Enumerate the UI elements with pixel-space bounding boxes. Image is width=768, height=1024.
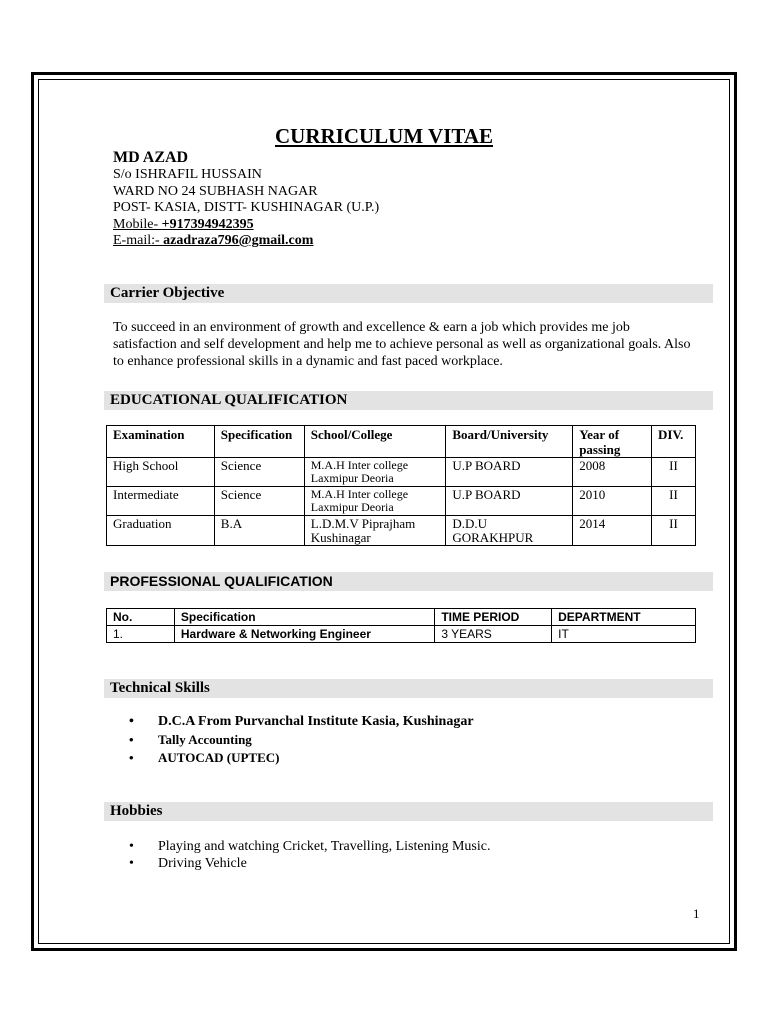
cell-examination: Intermediate xyxy=(107,487,215,516)
col-header-board: Board/University xyxy=(446,426,573,458)
objective-heading: Carrier Objective xyxy=(110,285,225,301)
hobbies-list xyxy=(129,838,490,872)
table-row xyxy=(107,458,696,487)
cell-time-period: 3 YEARS xyxy=(435,626,552,643)
col-header-no: No. xyxy=(107,609,175,626)
contact-block xyxy=(113,149,379,250)
mobile-line xyxy=(113,217,379,234)
professional-heading-bar xyxy=(104,572,713,591)
candidate-name: MD AZAD xyxy=(113,149,189,166)
cell-div: II xyxy=(652,516,696,546)
education-table xyxy=(106,425,696,546)
cell-school: L.D.M.V Piprajham Kushinagar xyxy=(304,516,446,546)
cell-specification: Science xyxy=(214,458,304,487)
cell-school: M.A.H Inter college Laxmipur Deoria xyxy=(304,458,446,487)
hobbies-heading-bar xyxy=(104,802,713,821)
skills-list xyxy=(129,713,474,767)
education-heading-bar xyxy=(104,391,713,410)
col-header-specification: Specification xyxy=(214,426,304,458)
table-row xyxy=(107,487,696,516)
cell-specification: B.A xyxy=(214,516,304,546)
col-header-year: Year of passing xyxy=(573,426,652,458)
col-header-school: School/College xyxy=(304,426,446,458)
professional-table xyxy=(106,608,696,643)
cell-div: II xyxy=(652,458,696,487)
cell-examination: High School xyxy=(107,458,215,487)
cell-board: U.P BOARD xyxy=(446,487,573,516)
col-header-time-period: TIME PERIOD xyxy=(435,609,552,626)
mobile-number: +917394942395 xyxy=(161,216,254,232)
address-line-2: POST- KASIA, DISTT- KUSHINAGAR (U.P.) xyxy=(113,200,380,215)
hobbies-heading: Hobbies xyxy=(110,803,163,819)
list-item: • AUTOCAD (UPTEC) xyxy=(129,749,474,767)
cell-year: 2010 xyxy=(573,487,652,516)
email-address: azadraza796@gmail.com xyxy=(163,233,314,248)
skills-heading: Technical Skills xyxy=(110,680,210,696)
address-line-1: WARD NO 24 SUBHASH NAGAR xyxy=(113,183,318,199)
col-header-div: DIV. xyxy=(652,426,696,458)
education-heading: EDUCATIONAL QUALIFICATION xyxy=(110,392,348,408)
professional-header-row xyxy=(107,609,696,626)
list-item: • D.C.A From Purvanchal Institute Kasia, Kushinagar xyxy=(129,713,474,731)
cell-department: IT xyxy=(552,626,696,643)
col-header-department: DEPARTMENT xyxy=(552,609,696,626)
cell-specification: Science xyxy=(214,487,304,516)
education-header-row xyxy=(107,426,696,458)
cell-year: 2008 xyxy=(573,458,652,487)
cell-specification: Hardware & Networking Engineer xyxy=(174,626,434,643)
page-number: 1 xyxy=(693,906,700,921)
cell-examination: Graduation xyxy=(107,516,215,546)
cell-year: 2014 xyxy=(573,516,652,546)
list-item: • Playing and watching Cricket, Travelling, Listening Music. xyxy=(129,838,490,855)
professional-heading: PROFESSIONAL QUALIFICATION xyxy=(110,573,333,589)
email-line xyxy=(113,233,379,250)
objective-text: To succeed in an environment of growth and excellence & earn a job which provides me job satisfaction and self development and help me to achieve personal as well as organizational goals. Also to enhance professional skills in a dynamic and fast paced workplace. xyxy=(113,320,691,369)
list-item: • Tally Accounting xyxy=(129,731,474,749)
list-item: • Driving Vehicle xyxy=(129,855,490,872)
col-header-examination: Examination xyxy=(107,426,215,458)
cell-board: D.D.U GORAKHPUR xyxy=(446,516,573,546)
table-row xyxy=(107,516,696,546)
cell-school: M.A.H Inter college Laxmipur Deoria xyxy=(304,487,446,516)
document-title: CURRICULUM VITAE xyxy=(275,124,493,148)
father-name: S/o ISHRAFIL HUSSAIN xyxy=(113,167,262,182)
cell-board: U.P BOARD xyxy=(446,458,573,487)
mobile-label: Mobile- xyxy=(113,216,162,232)
objective-heading-bar xyxy=(104,284,713,303)
email-label: E-mail:- xyxy=(113,233,164,248)
cell-div: II xyxy=(652,487,696,516)
col-header-specification: Specification xyxy=(174,609,434,626)
table-row xyxy=(107,626,696,643)
cell-no: 1. xyxy=(107,626,175,643)
skills-heading-bar xyxy=(104,679,713,698)
